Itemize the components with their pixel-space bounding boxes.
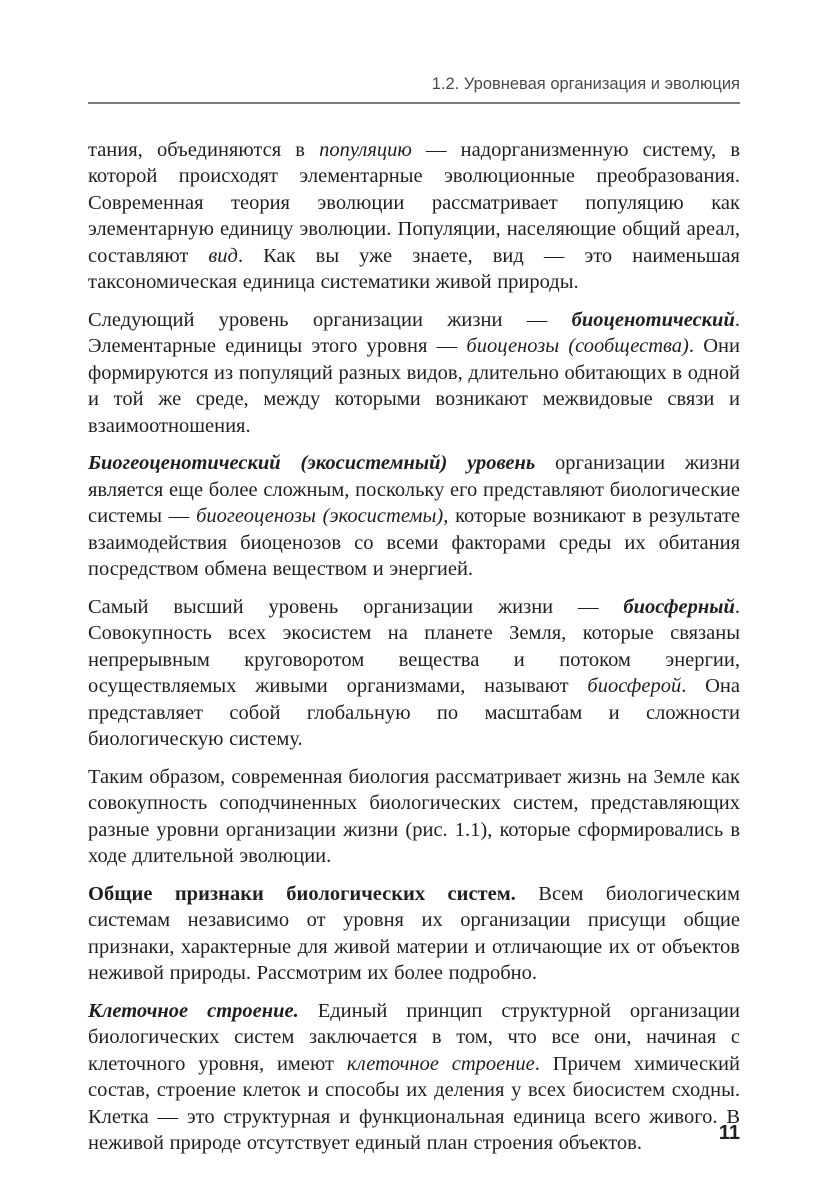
body-text bbox=[88, 137, 740, 1157]
text-run: Клеточное строение. bbox=[88, 999, 299, 1022]
text-run: биоценотический bbox=[571, 308, 735, 331]
text-run: , которые возникают в результате взаимодействия биоценозов со всеми факторами среды их обитания посредством обмена веществом и энергией. bbox=[88, 505, 740, 581]
page-number: 11 bbox=[718, 1122, 740, 1144]
text-run: . Элементарные единицы этого уровня — bbox=[88, 308, 740, 358]
header-rule bbox=[88, 102, 740, 104]
paragraph-3 bbox=[88, 450, 740, 583]
text-run: . Как вы уже знаете, вид — это наименьшая таксономическая единица систематики живой природы. bbox=[88, 244, 740, 294]
text-run: Самый высший уровень организации жизни — bbox=[88, 595, 624, 618]
text-run: . Совокупность всех экосистем на планете Земля, которые связаны непрерывным круговоротом вещества и потоком энергии, осуществляемых живыми организмами, называют bbox=[88, 595, 740, 698]
text-run: Биогеоценотический (экосистемный) уровень bbox=[88, 452, 536, 475]
text-run: . Она представляет собой глобальную по масштабам и сложности биологическую систему. bbox=[88, 675, 740, 751]
paragraph-5 bbox=[88, 764, 740, 870]
text-run: Всем биологическим системам независимо от уровня их организации присущи общие признаки, характерные для живой материи и отличающие их от объектов неживой природы. Рассмотрим их более подробно. bbox=[88, 882, 740, 985]
text-run: клеточное строение bbox=[346, 1052, 535, 1075]
paragraph-4 bbox=[88, 594, 740, 753]
text-run: . Они формируются из популяций разных видов, длительно обитающих в одной и той же среде, между которыми возникают межвидовые связи и взаимоотношения. bbox=[88, 335, 740, 437]
text-run: тания, объединяются в bbox=[88, 138, 320, 161]
text-run: биогеоценозы (экосистемы) bbox=[196, 505, 444, 528]
text-run: популяцию bbox=[319, 138, 412, 161]
text-run: . Причем химический состав, строение клеток и способы их деления у всех биосистем сходны. Клетка — это структурная и функциональная единица всего живого. В неживой природе отсутствует единый план строения объектов. bbox=[88, 1052, 740, 1155]
text-run: Таким образом, современная биология рассматривает жизнь на Земле как совокупность соподчиненных биологических систем, представляющих разные уровни организации жизни (рис. 1.1), которые сформировались в ходе длительной эволюции. bbox=[88, 765, 740, 868]
text-run: биосферой bbox=[587, 675, 682, 698]
text-run: биосферный bbox=[623, 595, 735, 618]
text-run: организации жизни является еще более сложным, поскольку его представляют биологические системы — bbox=[88, 452, 740, 528]
text-run: Следующий уровень организации жизни — bbox=[88, 308, 572, 331]
text-run: — надорганизменную систему, в которой происходят элементарные эволюционные преобразования. Современная теория эволюции рассматривает популяцию как элементарную единицу эволюции. Популяции, населяющие общий ареал, составляют bbox=[88, 138, 740, 267]
running-head-section-title: 1.2. Уровневая организация и эволюция bbox=[431, 75, 740, 93]
paragraph-6 bbox=[88, 881, 740, 987]
text-run: биоценозы (сообщества) bbox=[466, 335, 689, 358]
text-column bbox=[88, 0, 740, 1168]
paragraph-2 bbox=[88, 307, 740, 440]
text-run: вид bbox=[208, 244, 238, 267]
text-run: Общие признаки биологических систем. bbox=[88, 882, 516, 905]
text-run: Единый принцип структурной организации биологических систем заключается в том, что все они, начиная с клеточного уровня, имеют bbox=[88, 999, 740, 1075]
paragraph-1 bbox=[88, 137, 740, 296]
